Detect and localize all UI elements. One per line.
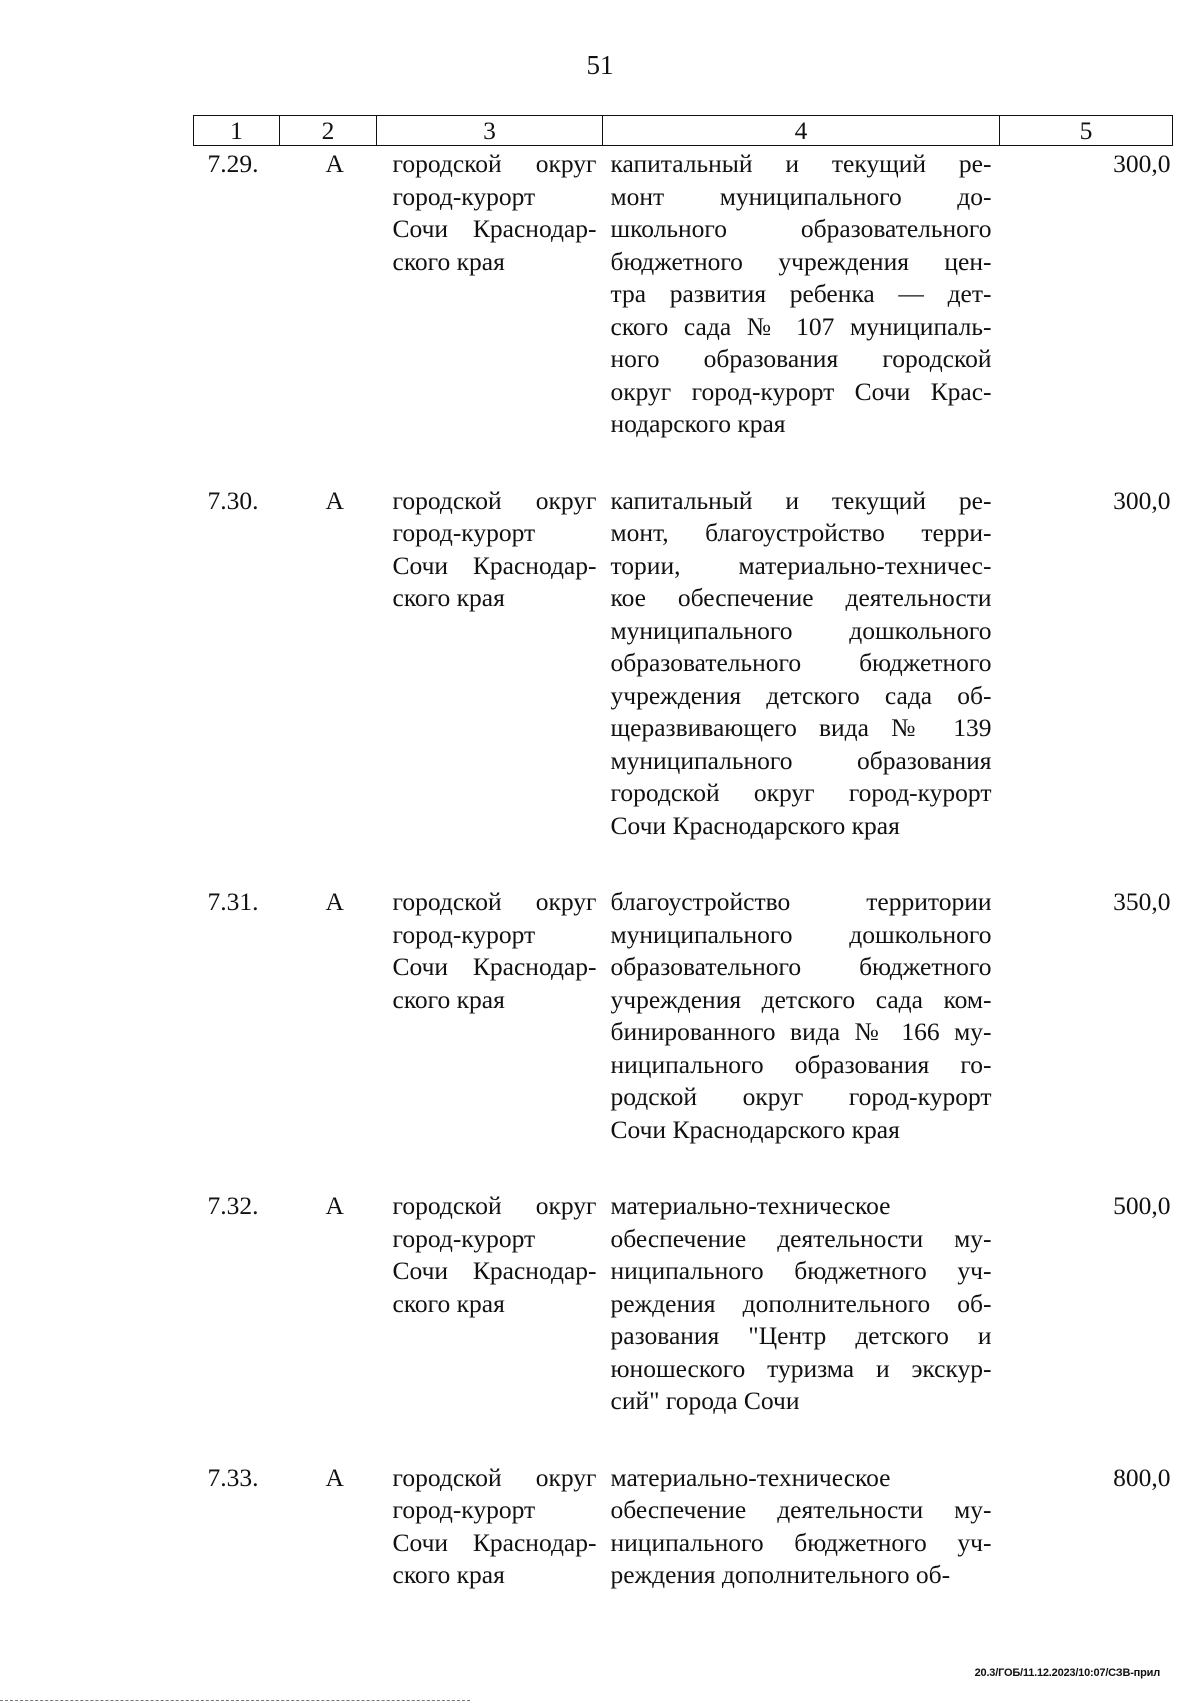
table-row xyxy=(194,485,1173,887)
description-line: учреждения детского сада об- xyxy=(610,680,992,710)
row-number: 7.29. xyxy=(207,149,259,178)
description-line: материально-техническое xyxy=(610,1462,891,1492)
municipality-line: Сочи Краснодар- xyxy=(392,214,597,243)
header-row xyxy=(194,116,1173,146)
description-line: щеразвивающего вида № 139 xyxy=(610,713,992,742)
municipality-line: городской округ xyxy=(392,485,597,515)
row-municipality xyxy=(377,886,603,1190)
description-line: обеспечение деятельности му- xyxy=(610,1223,992,1253)
municipality-line: ского края xyxy=(392,1288,505,1318)
header-col-4: 4 xyxy=(603,116,1000,146)
document-code: 20.3/ГОБ/11.12.2023/10:07/СЗВ-прил xyxy=(974,1667,1160,1679)
description-line: Сочи Краснодарского края xyxy=(610,810,900,840)
description-line: образовательного бюджетного xyxy=(610,648,992,677)
table-row xyxy=(194,146,1173,485)
description-line: монт муниципального до- xyxy=(610,181,992,211)
table-header xyxy=(194,116,1173,146)
table-row xyxy=(194,1462,1173,1592)
description-line: родской округ город-курорт xyxy=(610,1082,992,1111)
municipality-line: городской округ xyxy=(392,149,597,178)
row-amount: 300,0 xyxy=(1113,149,1171,178)
table-body xyxy=(194,146,1173,1592)
municipality-line: город-курорт xyxy=(392,1223,536,1253)
municipality-line: городской округ xyxy=(392,1462,597,1492)
description-line: ниципального бюджетного уч- xyxy=(610,1256,992,1285)
row-description xyxy=(603,485,1000,887)
municipality-line: ского края xyxy=(392,984,505,1014)
page-number: 51 xyxy=(586,50,614,80)
row-amount: 350,0 xyxy=(1113,887,1171,916)
row-number: 7.33. xyxy=(207,1462,259,1492)
scan-edge-line xyxy=(0,1700,470,1701)
row-category: А xyxy=(325,485,344,515)
row-number: 7.32. xyxy=(207,1191,259,1220)
description-line: образовательного бюджетного xyxy=(610,952,992,981)
description-line: благоустройство территории xyxy=(610,887,992,916)
description-line: реждения дополнительного об- xyxy=(610,1560,951,1589)
row-amount: 500,0 xyxy=(1113,1191,1171,1220)
municipality-line: город-курорт xyxy=(392,1495,536,1524)
description-line: бинированного вида № 166 му- xyxy=(610,1017,992,1046)
description-line: нодарского края xyxy=(610,409,786,438)
description-line: реждения дополнительного об- xyxy=(610,1288,992,1318)
description-line: Сочи Краснодарского края xyxy=(610,1114,900,1144)
municipality-line: Сочи Краснодар- xyxy=(392,550,597,580)
description-line: округ город-курорт Сочи Крас- xyxy=(610,376,992,406)
description-line: юношеского туризма и экскур- xyxy=(610,1353,992,1383)
table-row xyxy=(194,1190,1173,1462)
row-category: А xyxy=(325,887,344,916)
row-municipality xyxy=(377,1190,603,1462)
row-description xyxy=(603,146,1000,485)
description-line: учреждения детского сада ком- xyxy=(610,984,992,1014)
description-line: ниципального образования го- xyxy=(610,1049,992,1079)
municipality-line: город-курорт xyxy=(392,518,536,547)
row-amount: 300,0 xyxy=(1113,485,1171,515)
row-description xyxy=(603,1190,1000,1462)
header-col-2: 2 xyxy=(280,116,377,146)
description-line: капитальный и текущий ре- xyxy=(610,149,992,178)
description-line: тории, материально-техничес- xyxy=(610,550,992,580)
row-municipality xyxy=(377,146,603,485)
municipality-line: городской округ xyxy=(392,1191,597,1220)
municipality-line: ского края xyxy=(392,246,505,276)
description-line: муниципального дошкольного xyxy=(610,615,992,645)
description-line: городской округ город-курорт xyxy=(610,778,992,807)
description-line: разования "Центр детского и xyxy=(610,1321,992,1350)
description-line: ного образования городской xyxy=(610,344,992,373)
row-number: 7.30. xyxy=(207,485,259,515)
description-line: капитальный и текущий ре- xyxy=(610,485,992,515)
row-municipality xyxy=(377,485,603,887)
municipality-line: ского края xyxy=(392,583,505,612)
municipality-line: Сочи Краснодар- xyxy=(392,1527,597,1557)
row-category: А xyxy=(325,1191,344,1220)
row-amount: 800,0 xyxy=(1113,1462,1171,1492)
description-line: ниципального бюджетного уч- xyxy=(610,1527,992,1557)
row-description xyxy=(603,1462,1000,1592)
header-col-3: 3 xyxy=(377,116,603,146)
header-col-1: 1 xyxy=(194,116,280,146)
municipality-line: Сочи Краснодар- xyxy=(392,1256,597,1285)
row-category: А xyxy=(325,149,344,178)
municipality-line: Сочи Краснодар- xyxy=(392,952,597,981)
allocation-table xyxy=(193,115,1173,1592)
municipality-line: город-курорт xyxy=(392,181,536,211)
description-line: кое обеспечение деятельности xyxy=(610,583,992,612)
description-line: сий" города Сочи xyxy=(610,1386,800,1415)
row-description xyxy=(603,886,1000,1190)
row-number: 7.31. xyxy=(207,887,259,916)
description-line: ского сада № 107 муниципаль- xyxy=(610,311,992,341)
municipality-line: город-курорт xyxy=(392,919,536,949)
row-category: А xyxy=(325,1462,344,1492)
municipality-line: городской округ xyxy=(392,887,597,916)
description-line: тра развития ребенка — дет- xyxy=(610,279,992,308)
description-line: школьного образовательного xyxy=(610,214,992,243)
description-line: обеспечение деятельности му- xyxy=(610,1495,992,1524)
row-municipality xyxy=(377,1462,603,1592)
description-line: бюджетного учреждения цен- xyxy=(610,246,992,276)
municipality-line: ского края xyxy=(392,1560,505,1589)
table-row xyxy=(194,886,1173,1190)
header-col-5: 5 xyxy=(1000,116,1173,146)
description-line: муниципального образования xyxy=(610,745,992,775)
description-line: муниципального дошкольного xyxy=(610,919,992,949)
description-line: монт, благоустройство терри- xyxy=(610,518,992,547)
description-line: материально-техническое xyxy=(610,1191,891,1220)
